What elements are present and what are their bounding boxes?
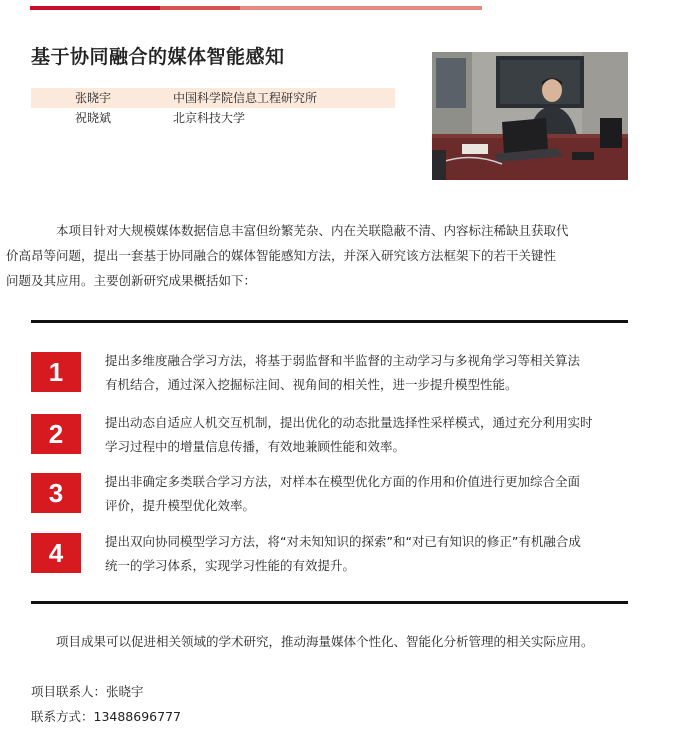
finding-line: 有机结合，通过深入挖掘标注间、视角间的相关性，进一步提升模型性能。 (105, 377, 518, 392)
researcher-photo (432, 52, 628, 180)
finding-number-badge: 4 (31, 533, 81, 573)
top-accent-bar (30, 6, 482, 10)
conclusion-paragraph: 项目成果可以促进相关领域的学术研究，推动海量媒体个性化、智能化分析管理的相关实际应用。 (56, 634, 594, 649)
finding-line: 评价，提升模型优化效率。 (105, 498, 256, 513)
finding-text (105, 470, 635, 518)
finding-line: 提出非确定多类联合学习方法，对样本在模型优化方面的作用和价值进行更加综合全面 (105, 474, 581, 489)
author-list (31, 88, 395, 128)
top-accent-bar-segment (240, 6, 482, 10)
page-title: 基于协同融合的媒体智能感知 (31, 46, 285, 68)
contact-person: 项目联系人：张晓宇 (31, 684, 144, 699)
finding-line: 提出双向协同模型学习方法，将“对未知知识的探索”和“对已有知识的修正”有机融合成 (105, 534, 581, 549)
section-divider (31, 320, 628, 323)
top-accent-bar-segment (160, 6, 240, 10)
finding-item (31, 530, 631, 580)
intro-line: 问题及其应用。主要创新研究成果概括如下： (6, 273, 257, 288)
finding-number-badge: 3 (31, 473, 81, 513)
finding-item (31, 470, 631, 520)
finding-line: 统一的学习体系，实现学习性能的有效提升。 (105, 558, 356, 573)
intro-paragraph (6, 218, 631, 293)
intro-line: 本项目针对大规模媒体数据信息丰富但纷繁芜杂、内在关联隐蔽不清、内容标注稀缺且获取代 (56, 223, 569, 238)
researcher-photo-illustration (432, 52, 628, 180)
contact-phone: 联系方式：13488696777 (31, 709, 181, 724)
finding-text (105, 530, 635, 578)
finding-number-badge: 2 (31, 414, 81, 454)
author-affiliation: 北京科技大学 (173, 111, 246, 125)
author-row (31, 108, 395, 128)
section-divider (31, 601, 628, 604)
finding-text (105, 411, 635, 459)
top-accent-bar-segment (30, 6, 160, 10)
author-name: 张晓宇 (75, 91, 112, 105)
finding-number-badge: 1 (31, 352, 81, 392)
finding-text (105, 349, 635, 397)
author-row (31, 88, 395, 108)
author-name: 祝晓斌 (75, 111, 112, 125)
finding-item (31, 349, 631, 399)
author-affiliation: 中国科学院信息工程研究所 (173, 91, 318, 105)
finding-line: 学习过程中的增量信息传播，有效地兼顾性能和效率。 (105, 439, 406, 454)
finding-item (31, 411, 631, 461)
intro-line: 价高昂等问题，提出一套基于协同融合的媒体智能感知方法，并深入研究该方法框架下的若干关键性 (6, 248, 557, 263)
finding-line: 提出多维度融合学习方法，将基于弱监督和半监督的主动学习与多视角学习等相关算法 (105, 353, 581, 368)
finding-line: 提出动态自适应人机交互机制，提出优化的动态批量选择性采样模式，通过充分利用实时 (105, 415, 593, 430)
